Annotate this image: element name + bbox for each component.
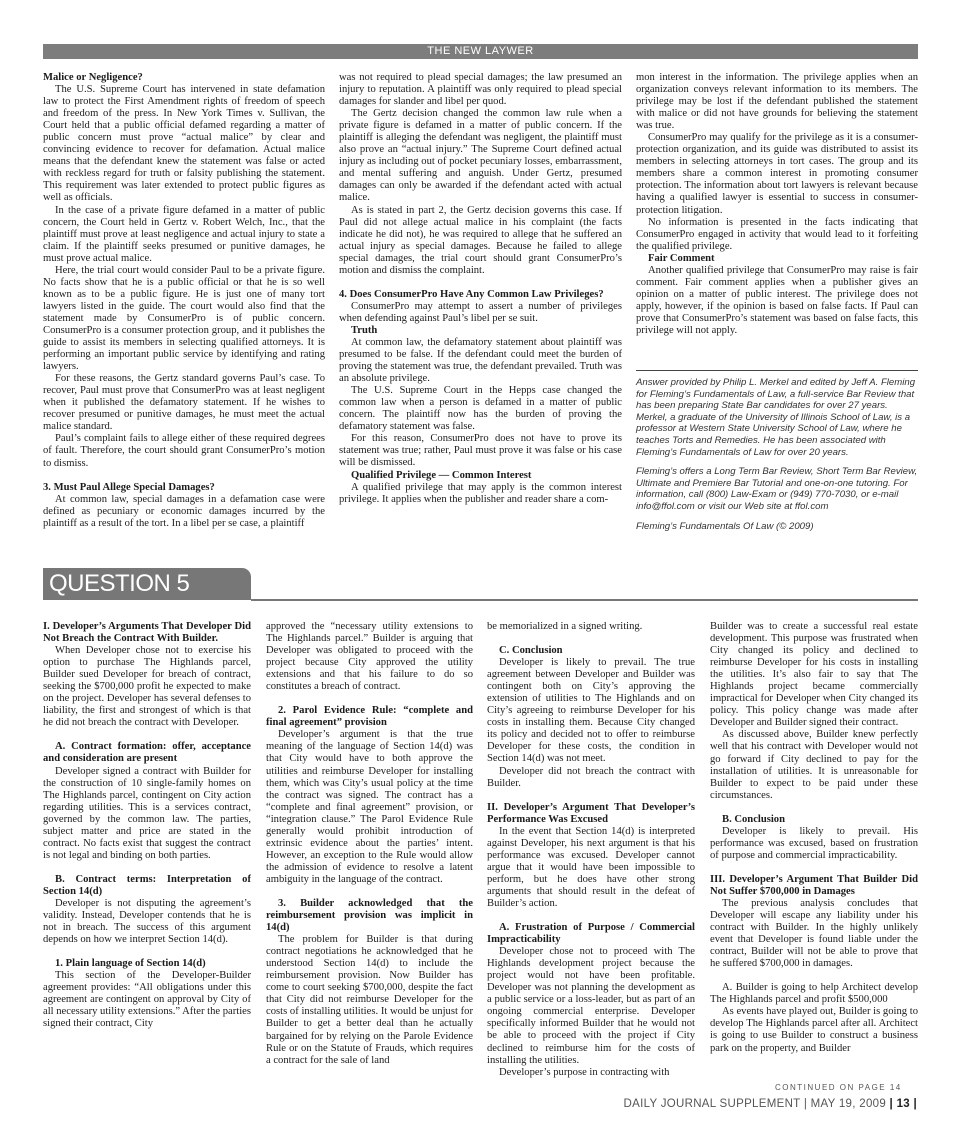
subheading: 1. Plain language of Section 14(d) <box>55 958 206 970</box>
paragraph-spacer <box>487 633 695 645</box>
subheading: I. Developer’s Arguments That Developer Did Not Breach the Contract With Builder. <box>43 621 251 645</box>
paragraph-spacer <box>339 277 622 289</box>
paragraph-spacer <box>43 946 251 958</box>
body-paragraph: In the case of a private figure defamed in a matter of public concern, the Court held in Gertz v. Robert Welch, Inc., that the plaintiff must prove at least negligence and actual injury to state a claim. If the plaintiff seeks presumed or punitive damages, he must prove actual malice. <box>43 204 325 264</box>
running-header: THE NEW LAYWER <box>43 44 918 59</box>
section-title: QUESTION 5 <box>49 570 190 597</box>
paragraph-spacer <box>487 910 695 922</box>
body-paragraph: The U.S. Supreme Court in the Hepps case changed the common law when a person is defamed in a matter of public concern. The plaintiff now has the burden of proving the defamatory statement was false. <box>339 385 622 433</box>
body-paragraph: The previous analysis concludes that Developer will escape any liability under his contract with Builder. In the highly unlikely event that Developer is found liable under the contract, Builder will not be able to prove that he suffered $700,000 in damages. <box>710 897 918 970</box>
top-column-2 <box>339 72 622 506</box>
publication-name: DAILY JOURNAL SUPPLEMENT <box>623 1098 801 1110</box>
body-paragraph: Paul’s complaint fails to allege either of these required degrees of fault. Therefore, the court should grant ConsumerPro’s motion to dismiss. <box>43 433 325 469</box>
subheading: Qualified Privilege — Common Interest <box>351 469 532 481</box>
author-credit <box>636 377 920 540</box>
subheading: A. Contract formation: offer, acceptance and consideration are present <box>43 741 251 765</box>
subheading: Truth <box>351 324 378 336</box>
body-paragraph: At common law, the defamatory statement about plaintiff was presumed to be false. If the defendant could meet the burden of proving the statement was true, the defendant prevailed. Truth was an absolute privilege. <box>339 336 622 385</box>
body-paragraph: In the event that Section 14(d) is interpreted against Developer, his next argument is that his performance was excused. Developer cannot argue that it would have been impossible to perform, but he does have other strong arguments that should result in the defeat of Builder’s action. <box>487 825 695 909</box>
subheading: 2. Parol Evidence Rule: “complete and final agreement” provision <box>266 705 473 729</box>
body-paragraph: Developer is likely to prevail. His performance was excused, based on frustration of purpose and commercial impracticability. <box>710 825 918 861</box>
body-paragraph: For these reasons, the Gertz standard governs Paul’s case. To recover, Paul must prove that ConsumerPro was at least negligent when it published the defamatory statement. If he wishes to recover presumed or punitive damages, he must meet the actual malice standard. <box>43 373 325 433</box>
body-paragraph: Developer is likely to prevail. The true agreement between Developer and Builder was contingent both on City’s approving the extension of utilities to The Highlands and on City’s agreeing to reimburse Developer for his costs in installing them. Because City changed its policy and decided not to offer to reimburse Developer for these costs, the condition in Section 14(d) was not meet. <box>487 657 695 765</box>
subheading: III. Developer’s Argument That Builder Did Not Suffer $700,000 in Damages <box>710 873 918 897</box>
subheading: 3. Must Paul Allege Special Damages? <box>43 481 215 493</box>
bottom-column-4 <box>710 621 918 1055</box>
paragraph-spacer <box>710 802 918 814</box>
continued-notice: CONTINUED ON PAGE 14 <box>775 1083 902 1092</box>
body-paragraph: ConsumerPro may qualify for the privilege as it is a consumer-protection organization, and its guide was distributed to assist its members in selecting attorneys in tort cases. The group and its members share a common interest in promoting consumer protection. The information about tort lawyers is relevant because having a qualified lawyer is essential to success in consumer-protection litigation. <box>636 132 918 216</box>
body-paragraph: At common law, special damages in a defamation case were defined as pecuniary or economic damages incurred by the plaintiff as a result of the tort. In a libel per se case, a plaintiff <box>43 493 325 529</box>
subheading: II. Developer’s Argument That Developer’s Performance Was Excused <box>487 801 695 825</box>
body-paragraph: A qualified privilege that may apply is the common interest privilege. It applies when the publisher and reader share a com- <box>339 481 622 505</box>
body-paragraph: As discussed above, Builder knew perfectly well that his contract with Developer would not go forward if City declined to pay for the installation of utilities. It is unreasonable for Builder to expect to be paid under these circumstances. <box>710 729 918 801</box>
footer-separator: | <box>803 1098 808 1110</box>
body-paragraph: A. Builder is going to help Architect develop The Highlands parcel and profit $500,000 <box>710 982 918 1006</box>
paragraph-spacer <box>43 470 325 482</box>
page-number: 13 <box>896 1098 910 1110</box>
subheading: 4. Does ConsumerPro Have Any Common Law Privileges? <box>339 288 604 300</box>
subheading: Fair Comment <box>648 252 715 264</box>
subheading: B. Contract terms: Interpretation of Section 14(d) <box>43 873 251 897</box>
body-paragraph: ConsumerPro may attempt to assert a number of privileges when defending against Paul’s libel per se suit. <box>339 300 622 324</box>
paragraph-spacer <box>266 693 473 705</box>
body-paragraph: Developer did not breach the contract with Builder. <box>487 765 695 789</box>
body-paragraph: For this reason, ConsumerPro does not have to prove its statement was true; rather, Paul must prove it was false or his case will be dismissed. <box>339 433 622 469</box>
body-paragraph: The problem for Builder is that during contract negotiations he acknowledged that he understood Section 14(d) to include the reimbursement provision. Now Builder has come to court seeking $700,000, despite the fact that City did not reimburse Developer for the costs of installing utilities. It would be unjust for Builder to get a better deal than he actually bargained for by relying on the Parole Evidence Rule or on the Statute of Frauds, which requires a contract for the sale of land <box>266 934 473 1066</box>
body-paragraph: This section of the Developer-Builder agreement provides: “All obligations under this agreement are contingent on approval by City of all necessary utility extensions.” After the parties signed their contract, City <box>43 970 251 1030</box>
section-banner <box>43 568 251 600</box>
body-paragraph: No information is presented in the facts indicating that ConsumerPro engaged in activity that would lead to it forfeiting the qualified privilege. <box>636 216 918 252</box>
body-paragraph: The U.S. Supreme Court has intervened in state defamation law to protect the First Amendment rights of freedom of speech and freedom of the press. In New York Times v. Sullivan, the Court held that a public official defamed regarding a matter of public concern must prove “actual malice” by clear and convincing evidence to recover for defamation. Actual malice means that the defendant knew the statement was false or acted with reckless regard for truth or falsity publishing the statement. This requirement was later extended to protect public figures as well as officials. <box>43 84 325 204</box>
body-paragraph: Developer chose not to proceed with The Highlands development project because the project would not have been profitable. Developer was not planning the development as a public service or a loss-leader, but as part of an ongoing commercial enterprise. Developer specifically informed Builder that he would not be able to proceed with the project if City declined to reimburse him for the costs of installing the utilities. <box>487 946 695 1066</box>
page-footer <box>624 1098 917 1110</box>
credit-divider <box>636 370 918 371</box>
top-column-3 <box>636 72 918 337</box>
subheading: Malice or Negligence? <box>43 72 143 83</box>
body-paragraph: Developer is not disputing the agreement’s validity. Instead, Developer contends that he is not in breach. The success of this argument depends on how we interpret Section 14(d). <box>43 897 251 946</box>
body-paragraph: Here, the trial court would consider Paul to be a private figure. No facts show that he is a public official or that he is so well known as to be a public figure. He is just one of many tort lawyers listed in the guide. The court would also find that the statement made by ConsumerPro is of public concern. ConsumerPro is a consumer protection group, and it publishes the guide to assist its members in selecting qualified attorneys. It is performing an important public service by identifying and rating lawyers. <box>43 264 325 373</box>
top-column-1 <box>43 72 325 530</box>
subheading: B. Conclusion <box>722 813 785 825</box>
credit-paragraph: Fleming’s offers a Long Term Bar Review, Short Term Bar Review, Ultimate and Premiere Bar Tutorial and one-on-one tutoring. For information, call (800) Law-Exam or (949) 770-7030, or e-mail info@ffol.com or visit our Web site at ffol.com <box>636 466 918 512</box>
paragraph-spacer <box>43 862 251 874</box>
body-paragraph: approved the “necessary utility extensions to The Highlands parcel.” Builder is arguing that Developer was obligated to proceed with the project because City approved the utility extensions and that his failure to do so constitutes a breach of contract. <box>266 621 473 693</box>
section-underline <box>251 599 918 601</box>
credit-copyright: Fleming’s Fundamentals Of Law (© 2009) <box>636 520 814 532</box>
body-paragraph: As is stated in part 2, the Gertz decision governs this case. If Paul did not allege actual malice in his complaint (the facts indicate he did not), he was required to allege that he suffered an actual injury as special damages. Because he failed to allege special damages, the trial court should grant ConsumerPro’s motion and dismiss the complaint. <box>339 204 622 276</box>
paragraph-spacer <box>487 790 695 802</box>
paragraph-spacer <box>43 729 251 741</box>
bottom-column-2 <box>266 621 473 1067</box>
paragraph-spacer <box>710 862 918 874</box>
body-paragraph: As events have played out, Builder is going to develop The Highlands parcel after all. Architect is going to use Builder to construct a business park on the property, and Builder <box>710 1006 918 1054</box>
bottom-column-3 <box>487 621 695 1079</box>
issue-date: MAY 19, 2009 <box>810 1098 887 1110</box>
body-paragraph: Developer’s purpose in contracting with <box>499 1066 670 1078</box>
subheading: C. Conclusion <box>499 645 563 657</box>
body-paragraph: was not required to plead special damages; the law presumed an injury to reputation. A plaintiff was only required to plead special damages for slander and libel per quod. <box>339 72 622 108</box>
paragraph-spacer <box>266 886 473 898</box>
body-paragraph: be memorialized in a signed writing. <box>487 621 643 632</box>
credit-paragraph: Answer provided by Philip L. Merkel and edited by Jeff A. Fleming for Fleming’s Fundamentals of Law, a full-service Bar Review that has been preparing State Bar candidates for over 27 years. Merkel, a graduate of the University of Illinois School of Law, is a professor at Western State University School of Law, where he teaches Torts and Remedies. He has been associated with Fleming’s Fundamentals of Law for over 20 years. <box>636 377 916 458</box>
footer-separator: | <box>913 1098 917 1110</box>
body-paragraph: When Developer chose not to exercise his option to purchase The Highlands parcel, Builder sued Developer for breach of contract, seeking the $700,000 profit he expected to make on the project. Developer has several defenses to liability, the first and strongest of which is that he did not breach the contract with Developer. <box>43 645 251 729</box>
body-paragraph: mon interest in the information. The privilege applies when an organization conveys relevant information to its members. The privilege may be lost if the defendant published the statement with malice or did not have grounds for believing the statement was true. <box>636 72 918 132</box>
paragraph-spacer <box>710 970 918 982</box>
body-paragraph: Developer signed a contract with Builder for the construction of 10 single-family homes on The Highlands parcel, contingent on City action regarding utilities. This is a services contract, governed by the common law. The parties, subject matter and price are stated in the contract. No facts exist that suggest the contract is not legal and binding on both parties. <box>43 765 251 861</box>
footer-separator: | <box>889 1098 894 1110</box>
body-paragraph: The Gertz decision changed the common law rule when a private figure is defamed in a matter of public concern. If the plaintiff is alleging the defendant was negligent, the plaintiff must also prove an “actual injury.” The Supreme Court defined actual injury as including out of pocket pecuniary losses, embarrassment, and mental suffering and anguish. Under Gertz, presumed damages can only be awarded if the defendant acted with actual malice. <box>339 108 622 204</box>
subheading: 3. Builder acknowledged that the reimbursement provision was implicit in 14(d) <box>266 897 473 934</box>
body-paragraph: Developer’s argument is that the true meaning of the language of Section 14(d) was that City would have to both approve the utilities and reimburse Developer for installing them, which was City’s usual policy at the time the contract was signed. The contract has a “complete and final agreement” provision, or “integration clause.” The Parol Evidence Rule generally would prohibit introduction of extrinsic evidence about the parties’ intent. However, an exception to the Rule would allow the admission of evidence to resolve a latent ambiguity in the language of the contract. <box>266 729 473 885</box>
body-paragraph: Builder was to create a successful real estate development. This purpose was frustrated when City changed its policy and declined to reimburse Developer for his costs in installing the utilities. It’s also fair to say that The Highlands project became commercially impractical for Developer when City changed its policy. This policy change was made after Developer and Builder signed their contract. <box>710 621 918 729</box>
body-paragraph: Another qualified privilege that ConsumerPro may raise is fair comment. Fair comment applies when a publisher gives an opinion on a matter of public interest. The privilege does not apply, however, if the opinion is based on false facts. If Paul can prove that ConsumerPro’s statement was based on false facts, this privilege will not apply. <box>636 264 918 336</box>
subheading: A. Frustration of Purpose / Commercial Impracticability <box>487 922 695 946</box>
bottom-column-1 <box>43 621 251 1030</box>
